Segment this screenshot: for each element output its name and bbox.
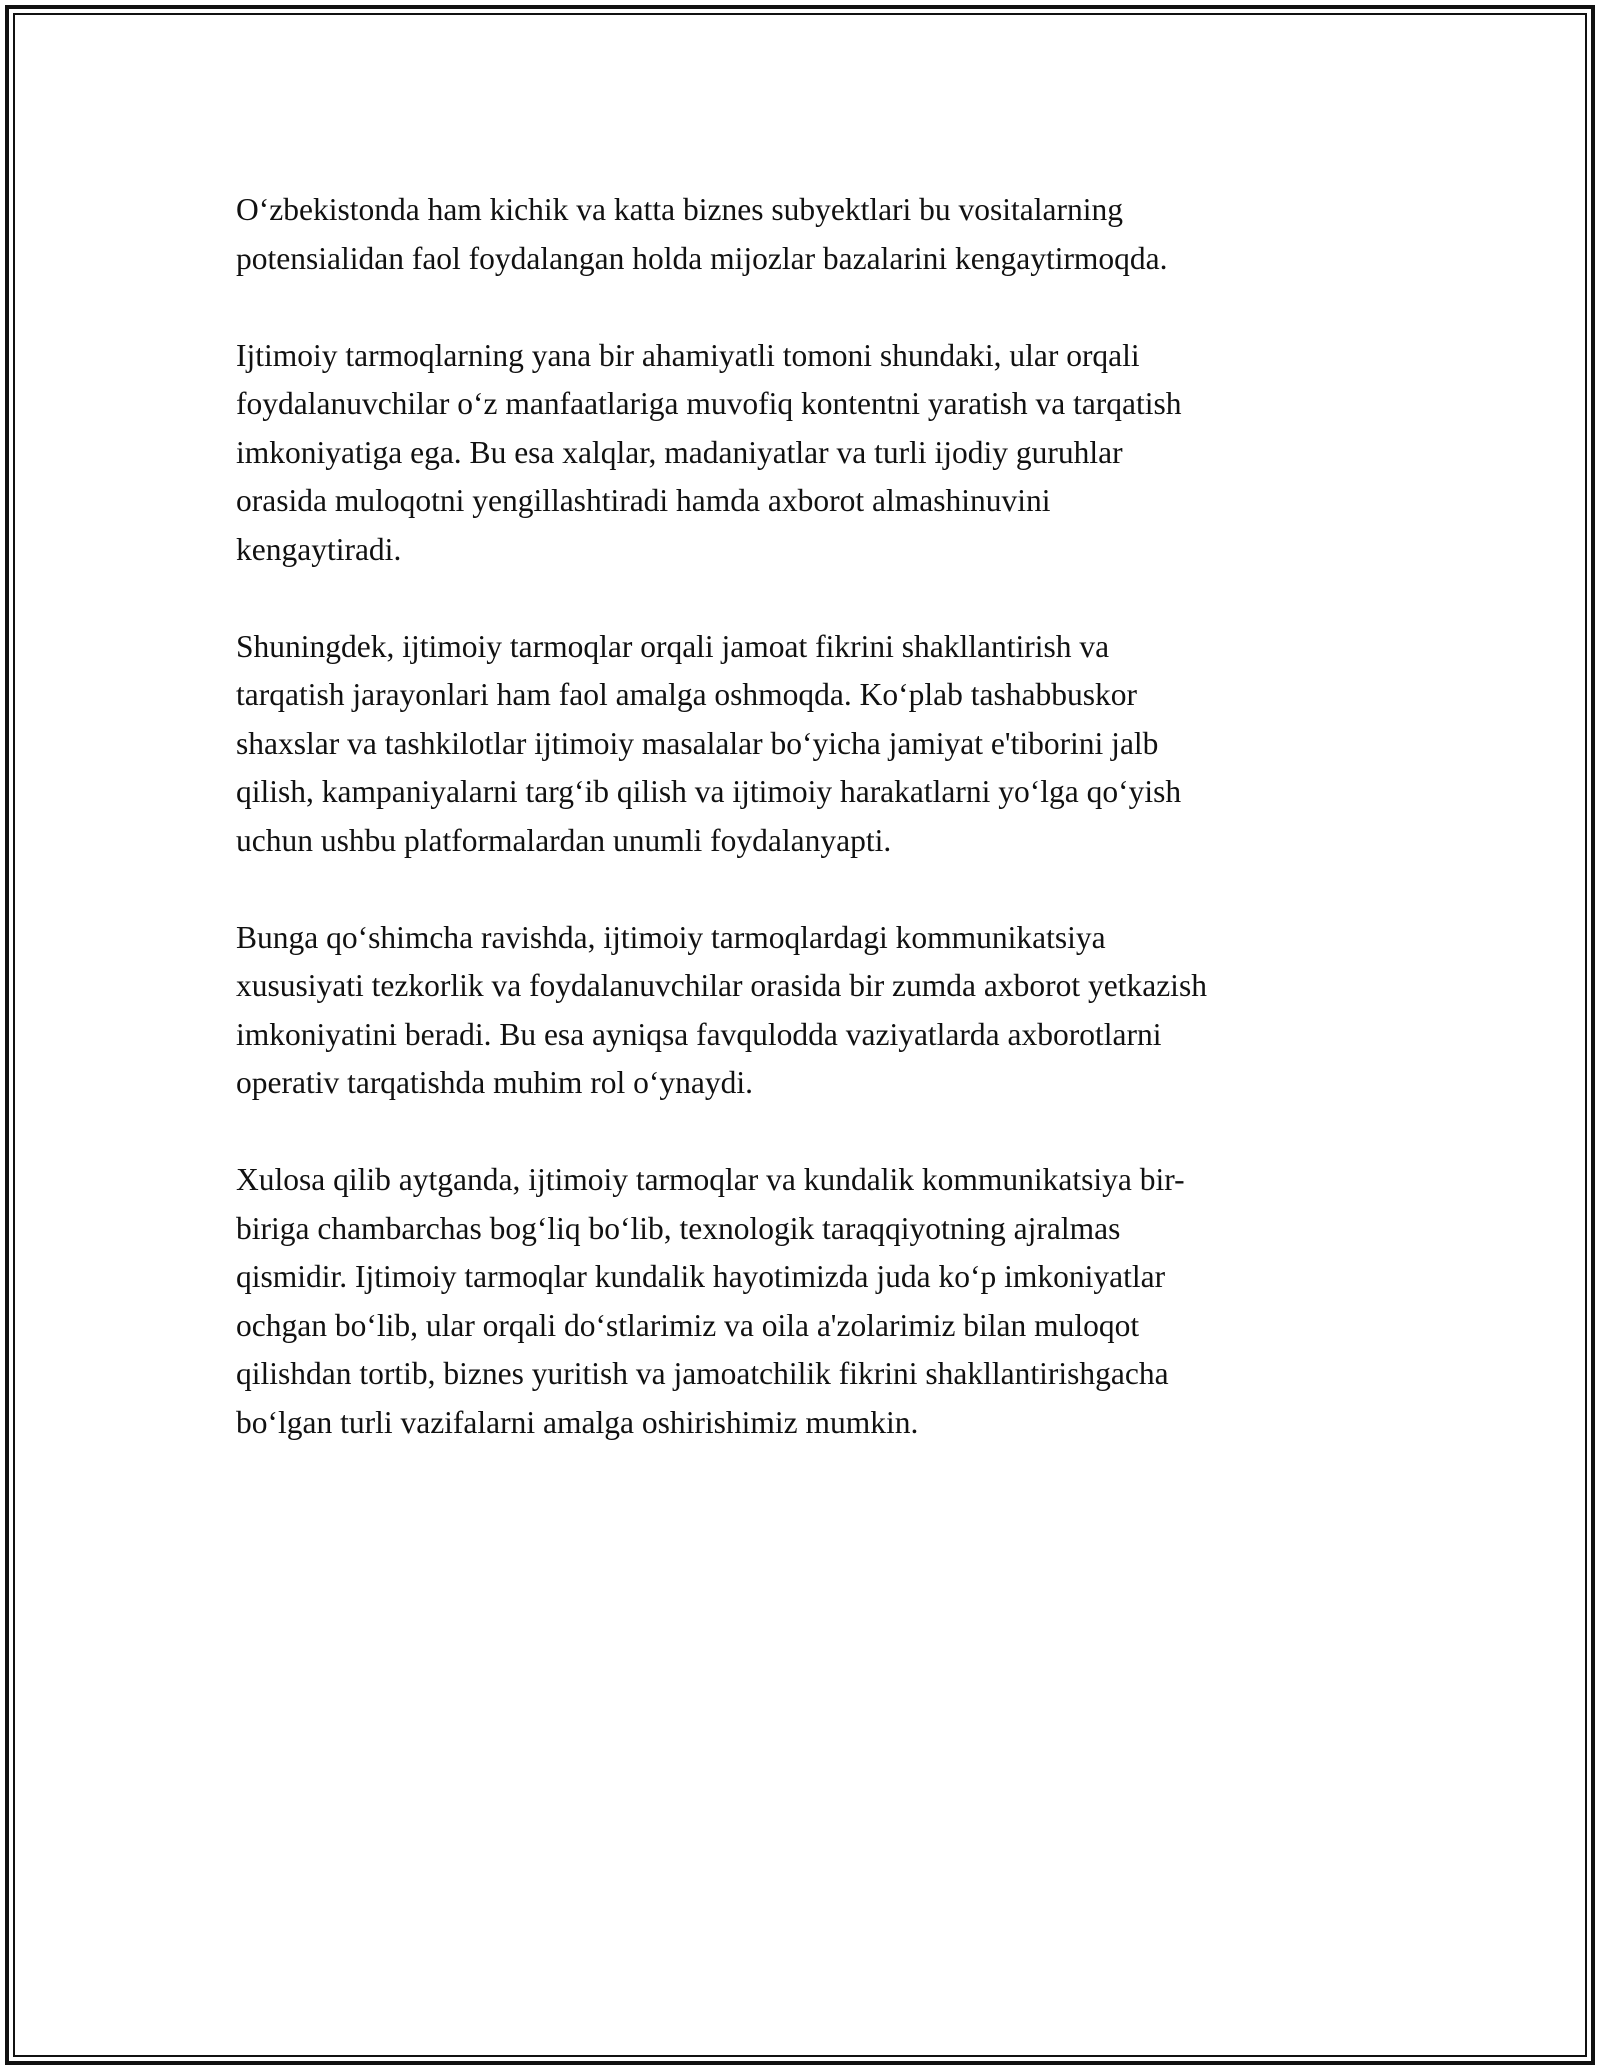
text-line: shaxslar va tashkilotlar ijtimoiy masalalar bo‘yicha jamiyat e'tiborini jalb <box>236 725 1159 761</box>
text-line: Bunga qo‘shimcha ravishda, ijtimoiy tarmoqlardagi kommunikatsiya <box>236 919 1106 955</box>
text-line: Xulosa qilib aytganda, ijtimoiy tarmoqlar va kundalik kommunikatsiya bir- <box>236 1162 1185 1197</box>
text-line: potensialidan faol foydalangan holda mijozlar bazalarini kengaytirmoqda. <box>236 240 1168 276</box>
text-line: orasida muloqotni yengillashtiradi hamda axborot almashinuvini <box>236 483 1051 518</box>
text-line: qismidir. Ijtimoiy tarmoqlar kundalik hayotimizda juda ko‘p imkoniyatlar <box>236 1259 1166 1294</box>
text-line: O‘zbekistonda ham kichik va katta biznes subyektlari bu vositalarning <box>236 192 1124 227</box>
text-line: imkoniyatini beradi. Bu esa ayniqsa favqulodda vaziyatlarda axborotlarni <box>236 1016 1162 1052</box>
text-line: xususiyati tezkorlik va foydalanuvchilar orasida bir zumda axborot yetkazish <box>236 968 1207 1003</box>
text-line: operativ tarqatishda muhim rol o‘ynaydi. <box>236 1065 753 1100</box>
paragraph-1 <box>236 186 1376 283</box>
paragraph-3 <box>236 623 1376 866</box>
text-line: Ijtimoiy tarmoqlarning yana bir ahamiyatli tomoni shundaki, ular orqali <box>236 337 1140 373</box>
text-line: imkoniyatiga ega. Bu esa xalqlar, madaniyatlar va turli ijodiy guruhlar <box>236 434 1123 470</box>
text-line: kengaytiradi. <box>236 531 402 567</box>
paragraph-4 <box>236 914 1376 1108</box>
text-line: foydalanuvchilar o‘z manfaatlariga muvofiq kontentni yaratish va tarqatish <box>236 386 1182 421</box>
document-body <box>236 186 1376 1447</box>
text-line: qilish, kampaniyalarni targ‘ib qilish va ijtimoiy harakatlarni yo‘lga qo‘yish <box>236 774 1182 809</box>
text-line: uchun ushbu platformalardan unumli foydalanyapti. <box>236 822 892 858</box>
text-line: tarqatish jarayonlari ham faol amalga oshmoqda. Ko‘plab tashabbuskor <box>236 677 1137 712</box>
text-line: Shuningdek, ijtimoiy tarmoqlar orqali jamoat fikrini shakllantirish va <box>236 628 1110 664</box>
paragraph-5 <box>236 1156 1376 1447</box>
text-line: biriga chambarchas bog‘liq bo‘lib, texnologik taraqqiyotning ajralmas <box>236 1210 1121 1246</box>
text-line: ochgan bo‘lib, ular orqali do‘stlarimiz va oila a'zolarimiz bilan muloqot <box>236 1307 1140 1343</box>
text-line: qilishdan tortib, biznes yuritish va jamoatchilik fikrini shakllantirishgacha <box>236 1356 1169 1391</box>
text-line: bo‘lgan turli vazifalarni amalga oshirishimiz mumkin. <box>236 1404 919 1440</box>
paragraph-2 <box>236 332 1376 575</box>
